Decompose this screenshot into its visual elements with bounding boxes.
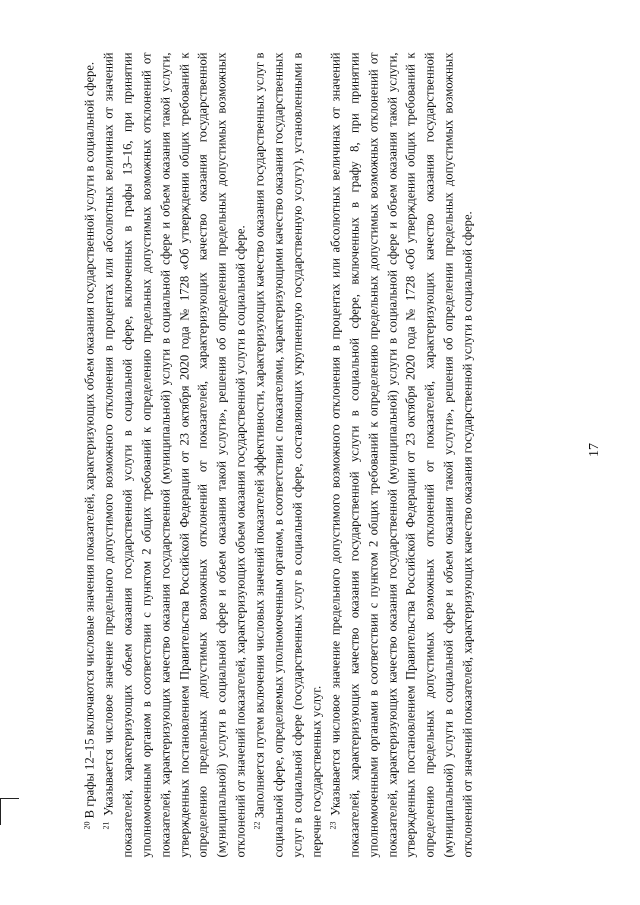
footnote	[326, 53, 477, 858]
footnote	[250, 53, 326, 858]
footnote-mark: 21	[100, 821, 110, 830]
footnote-mark: 22	[252, 821, 262, 830]
footnotes-block	[80, 53, 550, 858]
footnote-text: В графы 12–15 включаются числовые значения показателей, характеризующих объем оказания государственной услуги в социальной сфере.	[82, 61, 96, 819]
footnote-text: Заполняется путем включения числовых значений показателей эффективности, характеризующих качество оказания государственных услуг в социальной сфере, определяемых уполномоченным органом, в соответствии с показателями, характеризующими качество оказания государственных услуг в социальной сфере (государственных услуг в социальной сфере, составляющих укрупненную государственную услугу), установленными в перечне государственных услуг.	[252, 52, 323, 858]
footnote-text: Указывается числовое значение предельного допустимого возможного отклонения в процентах или абсолютных величинах от значений показателей, характеризующих объем оказания государственной услуги в социальной сфере, включенных в графы 13–16, при принятии уполномоченным органом в соответствии с пунктом 2 общих требований к определению предельных допустимых возможных отклонений от показателей, характеризующих качество оказания государственной (муниципальной) услуги в социальной сфере и объем оказания такой услуги, утвержденных постановлением Правительства Российской Федерации от 23 октября 2020 года № 1728 «Об утверждении общих требований к определению предельных допустимых возможных отклонений от показателей, характеризующих качество оказания государственной (муниципальной) услуги в социальной сфере и объем оказания такой услуги», решения об определении предельных допустимых возможных отклонений от значений показателей, характеризующих объем оказания государственной услуги в социальной сфере.	[100, 52, 248, 858]
footnote	[99, 53, 250, 858]
footnote-mark: 20	[82, 821, 91, 830]
footnote-text: Указывается числовое значение предельного допустимого возможного отклонения в процентах или абсолютных величинах от значений показателей, характеризующих качество оказания государственной услуги в социальной сфере, включенных в графу 8, при принятии уполномоченными органами в соответствии с пунктом 2 общих требований к определению предельных допустимых возможных отклонений от показателей, характеризующих качество оказания государственной (муниципальной) услуги в социальной сфере и объем оказания такой услуги, утвержденных постановлением Правительства Российской Федерации от 23 октября 2020 года № 1728 «Об утверждении общих требований к определению предельных допустимых возможных отклонений от показателей, характеризующих качество оказания государственной (муниципальной) услуги в социальной сфере и объем оказания такой услуги», решения об определении предельных допустимых возможных отклонений от значений показателей, характеризующих качество оказания государственной услуги в социальной сфере.	[327, 52, 475, 858]
page-number	[587, 435, 607, 465]
footnote	[80, 53, 99, 858]
scan-corner-mark	[0, 798, 19, 825]
footnote-mark: 23	[327, 821, 337, 830]
page-number-text: 17	[587, 443, 602, 457]
